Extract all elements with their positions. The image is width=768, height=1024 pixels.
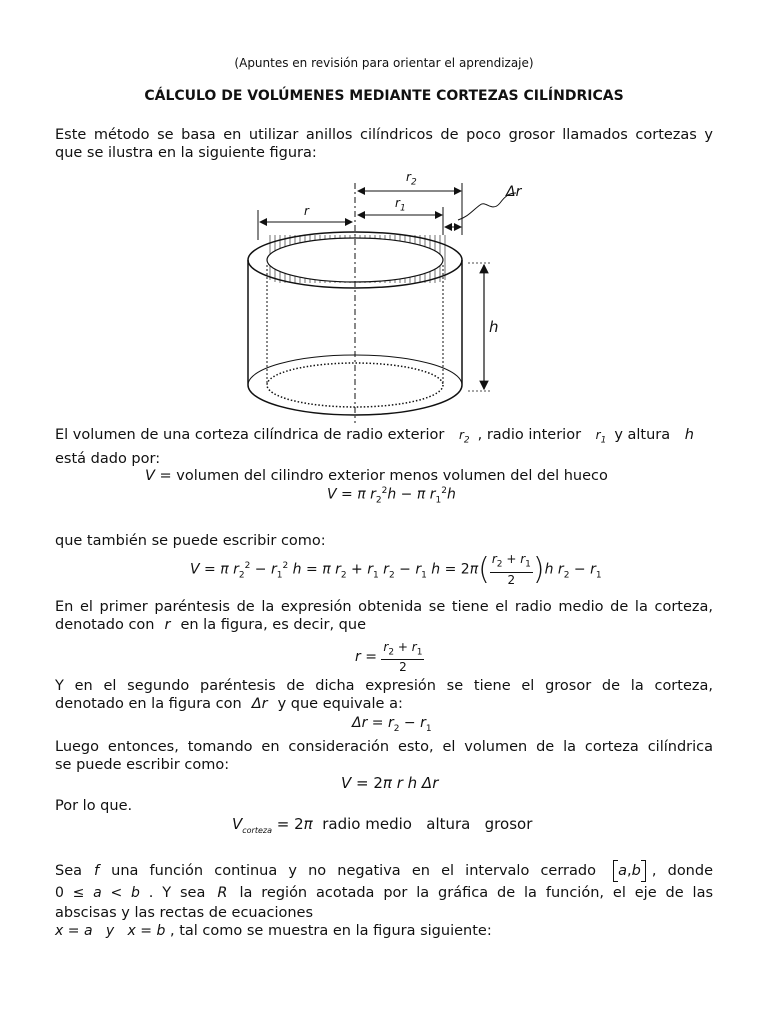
volume-line-2: está dado por: (55, 451, 161, 467)
luego-line-2: se puede escribir como: (55, 757, 230, 773)
page-title: CÁLCULO DE VOLÚMENES MEDIANTE CORTEZAS CILÍNDRICAS (144, 88, 624, 104)
volume-line-1: El volumen de una corteza cilíndrica de radio exterior $r_2$ , radio interior $r_1$ y altura h (55, 427, 694, 446)
label-r2: $r_2$ (406, 170, 417, 188)
rewrite-intro: que también se puede escribir como: (55, 533, 326, 549)
intro-line-2: que se ilustra en la siguiente figura: (55, 145, 317, 161)
cylindrical-shell-figure (230, 165, 540, 430)
sea-line-2: 0 ≤ a < b . Y sea R la región acotada por la gráfica de la función, el eje de las (55, 885, 714, 901)
sea-line-1: Sea f una función continua y no negativa en el intervalo cerrado a,b , donde (55, 860, 713, 882)
label-r: r (304, 204, 309, 218)
eq-factored: V = π $r_2^2 - r_1^2$ h = π $r_2 + r_1$ $r_2 - r_1$ h = 2π( $\frac{r_2 + r_1}{2}$ )h $r_2 - r_1$ (190, 552, 602, 587)
paren1-line-1: En el primer paréntesis de la expresión obtenida se tiene el radio medio de la corteza, (55, 599, 713, 615)
paren2-line-2: denotado en la figura con Δr y que equivale a: (55, 696, 403, 712)
eq-v-corteza: $V_{corteza} = 2\pi$ radio medio altura grosor (232, 815, 533, 835)
paren1-line-2: denotado con r en la figura, es decir, que (55, 617, 366, 633)
eq-v-shell: V = 2π r h Δr (341, 774, 439, 792)
luego-line-1: Luego entonces, tomando en consideración esto, el volumen de la corteza cilíndrica (55, 739, 713, 755)
eq-delta-r: $\Delta r = r_2 - r_1$ (352, 715, 432, 734)
por-lo-que: Por lo que. (55, 798, 133, 814)
eq-v-words: V = volumen del cilindro exterior menos volumen del del hueco (145, 468, 608, 484)
header-note: (Apuntes en revisión para orientar el aprendizaje) (234, 56, 534, 70)
eq-v-formula: V = π $r_2^2h - \pi$ $r_1^2h$ (327, 486, 456, 506)
label-delta-r: Δr (506, 184, 522, 200)
label-h: h (489, 318, 499, 336)
intro-line-1: Este método se basa en utilizar anillos cilíndricos de poco grosor llamados cortezas y (55, 127, 713, 143)
label-r1: $r_1$ (395, 196, 406, 214)
sea-line-4: x = a y x = b , tal como se muestra en la figura siguiente: (55, 923, 492, 939)
paren2-line-1: Y en el segundo paréntesis de dicha expresión se tiene el grosor de la corteza, (55, 678, 713, 694)
eq-r-mean: r = $\frac{r_2 + r_1}{2}$ (355, 640, 423, 675)
sea-line-3: abscisas y las rectas de ecuaciones (55, 905, 314, 921)
